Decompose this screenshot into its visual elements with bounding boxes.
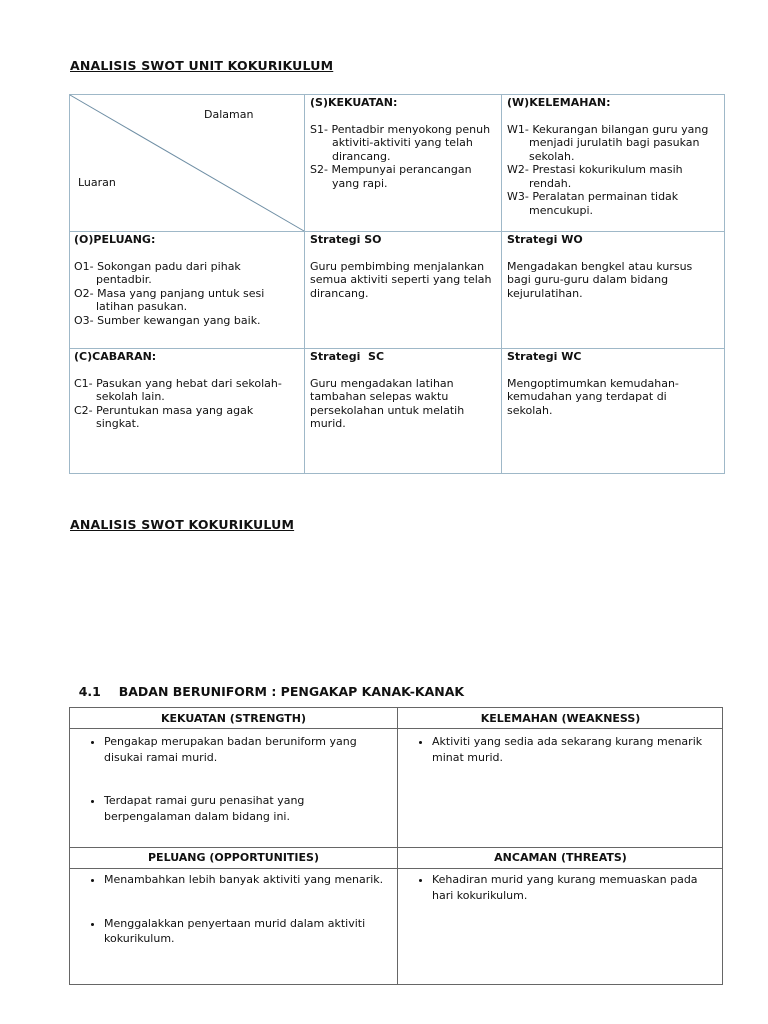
cabaran-item: C2- Peruntukan masa yang agak singkat. [74,403,254,430]
kelemahan-item: W1- Kekurangan bilangan guru yang menjadi jurulatih bagi pasukan sekolah. [507,122,709,163]
strength-header: KEKUATAN (STRENGTH) [160,712,307,725]
strategi-wc-text: Mengoptimumkan kemudahan- kemudahan yang terdapat di sekolah. [507,376,679,417]
threats-header: ANCAMAN (THREATS) [494,851,627,864]
cabaran-item: C1- Pasukan yang hebat dari sekolah-sekolah lain. [74,376,282,403]
section-heading [70,669,464,699]
opportunities-header: PELUANG (OPPORTUNITIES) [148,851,319,864]
strategi-wo-title: Strategi WO [507,233,583,246]
list-item: • Menggalakkan penyertaan murid dalam aktiviti kokurikulum. [104,916,384,947]
strategi-wo-text: Mengadakan bengkel atau kursus bagi guru-guru dalam bidang kejurulatihan. [507,259,693,300]
list-item: • Aktiviti yang sedia ada sekarang kurang menarik minat murid. [432,734,712,765]
section-title: BADAN BERUNIFORM : PENGAKAP KANAK-KANAK [118,684,465,699]
kelemahan-item: W3- Peralatan permainan tidak mencukupi. [507,190,679,217]
cell-strategi-so [305,231,501,302]
strength-list [70,734,384,824]
cell-strategi-wo [502,231,724,302]
strategi-so-title: Strategi SO [310,233,382,246]
list-item: • Terdapat ramai guru penasihat yang berpengalaman dalam bidang ini. [104,793,384,824]
peluang-item: O3- Sumber kewangan yang baik. [74,313,261,327]
peluang-item: O1- Sokongan padu dari pihak pentadbir. [74,259,241,286]
threats-list [398,872,712,903]
cell-strategi-sc [305,348,501,433]
heading-swot-kokurikulum: ANALISIS SWOT KOKURIKULUM [70,517,295,532]
cell-kelemahan [502,94,724,219]
cabaran-title: (C)CABARAN: [74,350,157,363]
swot-table-pengakap [69,707,723,985]
section-number: 4.1 [78,684,101,699]
weakness-list [398,734,712,765]
kelemahan-item: W2- Prestasi kokurikulum masih rendah. [507,163,683,190]
kekuatan-title: (S)KEKUATAN: [310,96,398,109]
cell-strategi-wc [502,348,724,419]
dalaman-label: Dalaman [204,108,254,121]
cell-peluang [69,231,304,329]
peluang-title: (O)PELUANG: [74,233,156,246]
list-item: • Pengakap merupakan badan beruniform yang disukai ramai murid. [104,734,384,765]
strategi-sc-text: Guru mengadakan latihan tambahan selepas waktu persekolahan untuk melatih murid. [310,376,465,430]
cell-cabaran [69,348,304,433]
peluang-item: O2- Masa yang panjang untuk sesi latihan pasukan. [74,286,265,313]
strategi-so-text: Guru pembimbing menjalankan semua aktiviti seperti yang telah dirancang. [310,259,492,300]
kelemahan-title: (W)KELEMAHAN: [507,96,611,109]
swot-matrix-table [69,94,725,474]
cell-kekuatan [305,94,501,192]
strategi-wc-title: Strategi WC [507,350,582,363]
kekuatan-item: S2- Mempunyai perancangan yang rapi. [310,163,472,190]
list-item: • Kehadiran murid yang kurang memuaskan pada hari kokurikulum. [432,872,712,903]
list-item: • Menambahkan lebih banyak aktiviti yang menarik. [104,872,384,888]
diagonal-divider [69,94,305,232]
kekuatan-item: S1- Pentadbir menyokong penuh aktiviti-aktiviti yang telah dirancang. [310,122,491,163]
luaran-label: Luaran [78,176,116,189]
weakness-header: KELEMAHAN (WEAKNESS) [480,712,641,725]
strategi-sc-title: Strategi SC [310,350,385,363]
heading-swot-unit: ANALISIS SWOT UNIT KOKURIKULUM [70,58,334,73]
opportunities-list [70,872,384,947]
